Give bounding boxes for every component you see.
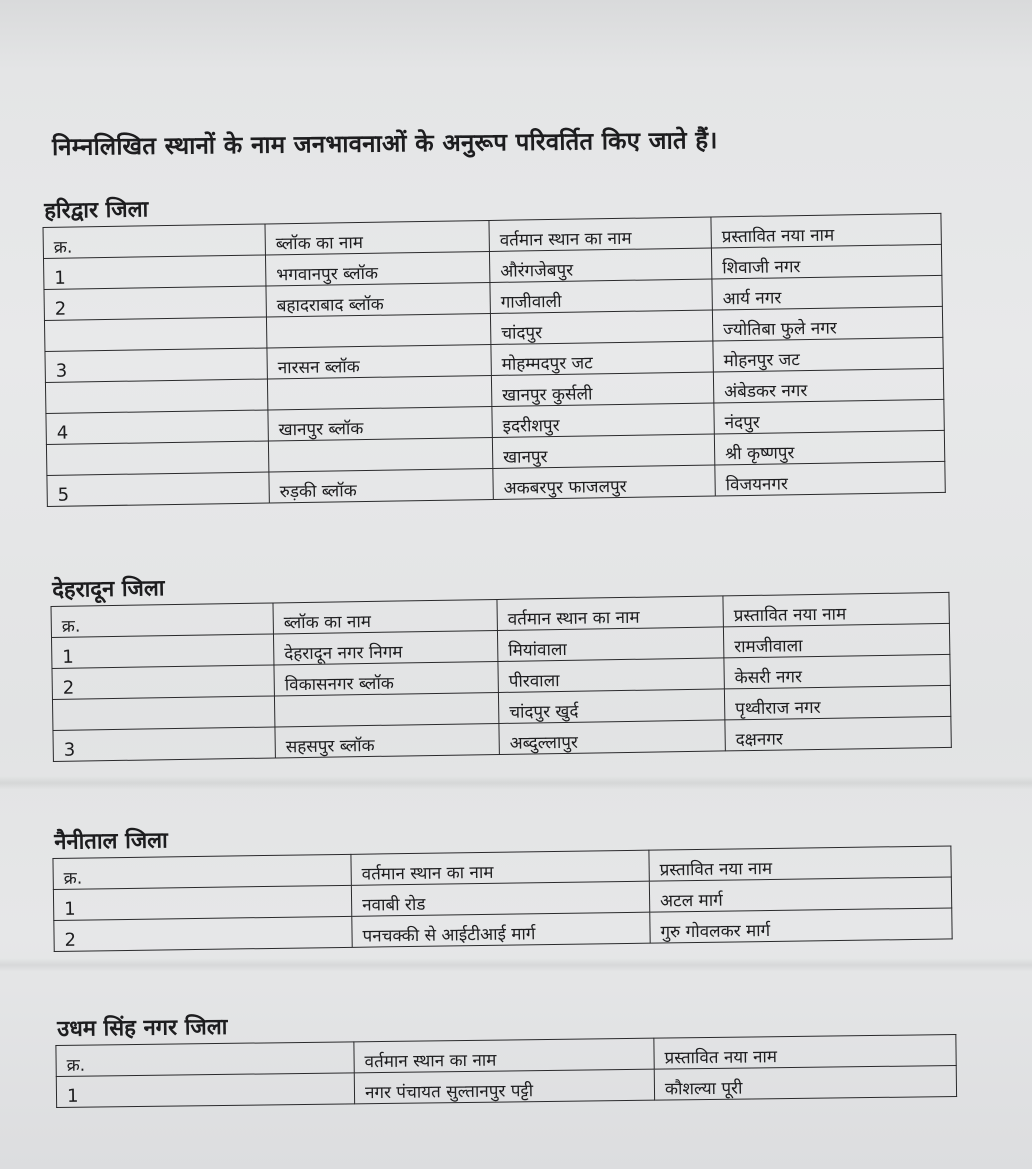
current-name-cell: मोहम्मदपुर जट bbox=[491, 341, 713, 375]
header-cell: ब्लॉक का नाम bbox=[273, 599, 497, 634]
proposed-name-cell: केसरी नगर bbox=[724, 654, 950, 689]
serial-cell: 2 bbox=[44, 286, 266, 320]
proposed-name-cell: आर्य नगर bbox=[712, 275, 942, 310]
header-cell: प्रस्तावित नया नाम bbox=[711, 213, 941, 248]
header-cell: क्र. bbox=[51, 603, 273, 637]
current-name-cell: पनचक्की से आईटीआई मार्ग bbox=[352, 912, 650, 947]
block-cell bbox=[267, 375, 491, 410]
block-cell: बहादराबाद ब्लॉक bbox=[266, 282, 490, 317]
serial-cell: 1 bbox=[56, 1073, 354, 1108]
current-name-cell: अब्दुल्लापुर bbox=[499, 720, 725, 755]
block-cell: रुड़की ब्लॉक bbox=[269, 468, 493, 503]
header-cell: क्र. bbox=[53, 854, 351, 889]
current-name-cell: मियांवाला bbox=[497, 627, 723, 662]
block-cell bbox=[274, 692, 498, 727]
current-name-cell: गाजीवाली bbox=[490, 279, 712, 313]
udham-singh-nagar-section bbox=[55, 1002, 957, 1108]
serial-cell: 1 bbox=[51, 634, 273, 668]
current-name-cell: पीरवाला bbox=[498, 658, 724, 693]
haridwar-title: हरिद्वार जिला bbox=[44, 197, 149, 224]
proposed-name-cell: गुरु गोवलकर मार्ग bbox=[650, 908, 952, 943]
serial-cell: 1 bbox=[43, 255, 265, 289]
serial-cell bbox=[45, 379, 267, 413]
block-cell: देहरादून नगर निगम bbox=[273, 630, 497, 665]
dehradun-title: देहरादून जिला bbox=[52, 576, 165, 603]
proposed-name-cell: रामजीवाला bbox=[723, 623, 949, 658]
serial-cell: 3 bbox=[45, 348, 267, 382]
proposed-name-cell: दक्षनगर bbox=[725, 716, 951, 751]
proposed-name-cell: शिवाजी नगर bbox=[711, 244, 941, 279]
header-cell: वर्तमान स्थान का नाम bbox=[497, 596, 723, 631]
serial-cell bbox=[44, 317, 266, 351]
block-cell: खानपुर ब्लॉक bbox=[268, 406, 492, 441]
serial-cell: 1 bbox=[53, 885, 351, 920]
header-cell: प्रस्तावित नया नाम bbox=[723, 592, 949, 627]
serial-cell bbox=[52, 696, 274, 730]
proposed-name-cell: अटल मार्ग bbox=[649, 877, 951, 912]
current-name-cell: औरंगजेबपुर bbox=[489, 248, 711, 282]
proposed-name-cell: ज्योतिबा फुले नगर bbox=[712, 306, 942, 341]
serial-cell: 2 bbox=[54, 916, 352, 951]
serial-cell bbox=[46, 441, 268, 475]
current-name-cell: चांदपुर bbox=[490, 310, 712, 344]
header-cell: वर्तमान स्थान का नाम bbox=[354, 1038, 654, 1073]
current-name-cell: नगर पंचायत सुल्तानपुर पट्टी bbox=[354, 1069, 654, 1104]
nainital-title: नैनीताल जिला bbox=[54, 828, 168, 855]
nainital-table bbox=[52, 845, 952, 952]
header-cell: वर्तमान स्थान का नाम bbox=[489, 217, 711, 251]
page-heading: निम्नलिखित स्थानों के नाम जनभावनाओं के अनुरूप परिवर्तित किए जाते हैं। bbox=[51, 126, 718, 161]
serial-cell: 2 bbox=[52, 665, 274, 699]
header-cell: क्र. bbox=[56, 1042, 354, 1077]
serial-cell: 4 bbox=[46, 410, 268, 444]
serial-cell: 5 bbox=[47, 472, 269, 506]
current-name-cell: चांदपुर खुर्द bbox=[498, 689, 724, 724]
proposed-name-cell: मोहनपुर जट bbox=[713, 337, 943, 372]
proposed-name-cell: कौशल्या पूरी bbox=[654, 1065, 956, 1100]
nainital-section bbox=[52, 813, 953, 952]
proposed-name-cell: श्री कृष्णपुर bbox=[714, 430, 944, 465]
proposed-name-cell: अंबेडकर नगर bbox=[713, 368, 943, 403]
block-cell: सहसपुर ब्लॉक bbox=[275, 723, 499, 758]
dehradun-table bbox=[51, 592, 952, 762]
udham-singh-nagar-title: उधम सिंह नगर जिला bbox=[57, 1014, 228, 1042]
current-name-cell: खानपुर bbox=[492, 434, 714, 468]
dehradun-section bbox=[50, 560, 952, 762]
header-cell: प्रस्तावित नया नाम bbox=[649, 846, 951, 881]
haridwar-table bbox=[43, 213, 946, 507]
proposed-name-cell: नंदपुर bbox=[714, 399, 944, 434]
header-cell: प्रस्तावित नया नाम bbox=[654, 1034, 956, 1069]
udham-singh-nagar-table bbox=[55, 1034, 957, 1108]
haridwar-section bbox=[42, 181, 946, 507]
proposed-name-cell: विजयनगर bbox=[715, 461, 945, 496]
header-cell: ब्लॉक का नाम bbox=[265, 220, 489, 255]
block-cell: नारसन ब्लॉक bbox=[267, 344, 491, 379]
block-cell bbox=[268, 437, 492, 472]
block-cell: विकासनगर ब्लॉक bbox=[274, 661, 498, 696]
current-name-cell: खानपुर कुर्सली bbox=[491, 372, 713, 406]
header-cell: क्र. bbox=[43, 224, 265, 258]
current-name-cell: इदरीशपुर bbox=[492, 403, 714, 437]
current-name-cell: नवाबी रोड bbox=[351, 881, 649, 916]
header-cell: वर्तमान स्थान का नाम bbox=[351, 850, 649, 885]
serial-cell: 3 bbox=[53, 727, 275, 761]
block-cell: भगवानपुर ब्लॉक bbox=[265, 251, 489, 286]
current-name-cell: अकबरपुर फाजलपुर bbox=[493, 465, 715, 499]
proposed-name-cell: पृथ्वीराज नगर bbox=[724, 685, 950, 720]
block-cell bbox=[266, 313, 490, 348]
